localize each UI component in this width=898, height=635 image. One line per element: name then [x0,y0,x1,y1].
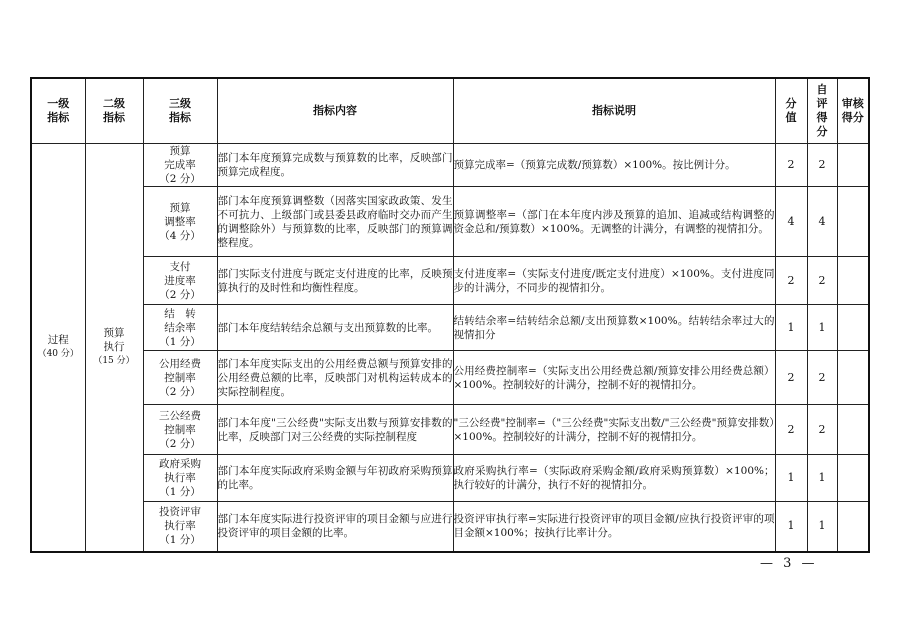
indicator-content: 部门本年度"三公经费"实际支出数与预算安排数的比率，反映部门对三公经费的实际控制程度 [217,405,453,455]
indicator-name: 政府采购 执行率 （1 分） [143,455,217,502]
indicator-name: 公用经费 控制率 （2 分） [143,351,217,405]
indicator-description: 预算完成率=（预算完成数/预算数）×100%。按比例计分。 [453,144,775,187]
score-cell: 4 [775,187,807,257]
score-cell: 2 [775,144,807,187]
self-score-cell: 2 [807,257,837,305]
review-score-cell [837,351,869,405]
review-score-cell [837,455,869,502]
self-score-cell: 2 [807,144,837,187]
score-cell: 2 [775,351,807,405]
header-level2: 二级 指标 [85,78,143,144]
table-row [31,455,869,502]
indicator-content: 部门本年度预算完成数与预算数的比率，反映部门预算完成程度。 [217,144,453,187]
header-content: 指标内容 [217,78,453,144]
indicator-name: 投资评审 执行率 （1 分） [143,502,217,552]
self-score-cell: 1 [807,305,837,351]
table-row [31,405,869,455]
score-cell: 2 [775,405,807,455]
header-level1: 一级 指标 [31,78,85,144]
indicator-content: 部门实际支付进度与既定支付进度的比率，反映预算执行的及时性和均衡性程度。 [217,257,453,305]
header-score: 分 值 [775,78,807,144]
indicator-description: 政府采购执行率=（实际政府采购金额/政府采购预算数）×100%；执行较好的计满分，执行不好的视情扣分。 [453,455,775,502]
level1-label: 过程 [47,334,69,347]
indicator-content: 部门本年度实际支出的公用经费总额与预算安排的公用经费总额的比率，反映部门对机构运转成本的实际控制程度。 [217,351,453,405]
indicator-content: 部门本年度实际进行投资评审的项目金额与应进行投资评审的项目金额的比率。 [217,502,453,552]
level2-points: （15 分） [93,356,135,367]
indicator-name: 预算 完成率 （2 分） [143,144,217,187]
review-score-cell [837,187,869,257]
header-description: 指标说明 [453,78,775,144]
self-score-cell: 4 [807,187,837,257]
self-score-cell: 1 [807,455,837,502]
level2-cell [85,144,143,552]
evaluation-table [30,77,870,553]
indicator-description: 预算调整率=（部门在本年度内涉及预算的追加、追减或结构调整的资金总和/预算数）×100%。无调整的计满分，有调整的视情扣分。 [453,187,775,257]
self-score-cell: 2 [807,351,837,405]
self-score-cell: 1 [807,502,837,552]
table-row [31,144,869,187]
header-review-score: 审核 得分 [837,78,869,144]
indicator-content: 部门本年度实际政府采购金额与年初政府采购预算的比率。 [217,455,453,502]
review-score-cell [837,305,869,351]
indicator-description: 投资评审执行率=实际进行投资评审的项目金额/应执行投资评审的项目金额×100%；按执行比率计分。 [453,502,775,552]
review-score-cell [837,257,869,305]
indicator-content: 部门本年度预算调整数（因落实国家政政策、发生不可抗力、上级部门或县委县政府临时交办而产生的调整除外）与预算数的比率，反映部门的预算调整程度。 [217,187,453,257]
self-score-cell: 2 [807,405,837,455]
indicator-name: 结 转 结余率 （1 分） [143,305,217,351]
score-cell: 1 [775,305,807,351]
review-score-cell [837,144,869,187]
indicator-name: 支付 进度率 （2 分） [143,257,217,305]
review-score-cell [837,502,869,552]
indicator-name: 三公经费 控制率 （2 分） [143,405,217,455]
table-row [31,187,869,257]
score-cell: 1 [775,502,807,552]
table-row [31,257,869,305]
level2-label: 预算 执行 [103,327,125,354]
table-row [31,305,869,351]
score-cell: 1 [775,455,807,502]
indicator-name: 预算 调整率 （4 分） [143,187,217,257]
indicator-description: 结转结余率=结转结余总额/支出预算数×100%。结转结余率过大的视情扣分 [453,305,775,351]
score-cell: 2 [775,257,807,305]
level1-cell [31,144,85,552]
indicator-content: 部门本年度结转结余总额与支出预算数的比率。 [217,305,453,351]
indicator-description: 公用经费控制率=（实际支出公用经费总额/预算安排公用经费总额）×100%。控制较好的计满分，控制不好的视情扣分。 [453,351,775,405]
header-self-score: 自 评 得 分 [807,78,837,144]
table-row [31,351,869,405]
header-level3: 三级 指标 [143,78,217,144]
table-row [31,502,869,552]
page-number: — 3 — [760,556,818,571]
level1-points: （40 分） [37,349,79,360]
indicator-description: "三公经费"控制率=（"三公经费"实际支出数/"三公经费"预算安排数）×100%。控制较好的计满分，控制不好的视情扣分。 [453,405,775,455]
review-score-cell [837,405,869,455]
indicator-description: 支付进度率=（实际支付进度/既定支付进度）×100%。支付进度同步的计满分，不同步的视情扣分。 [453,257,775,305]
table-header-row [31,78,869,144]
